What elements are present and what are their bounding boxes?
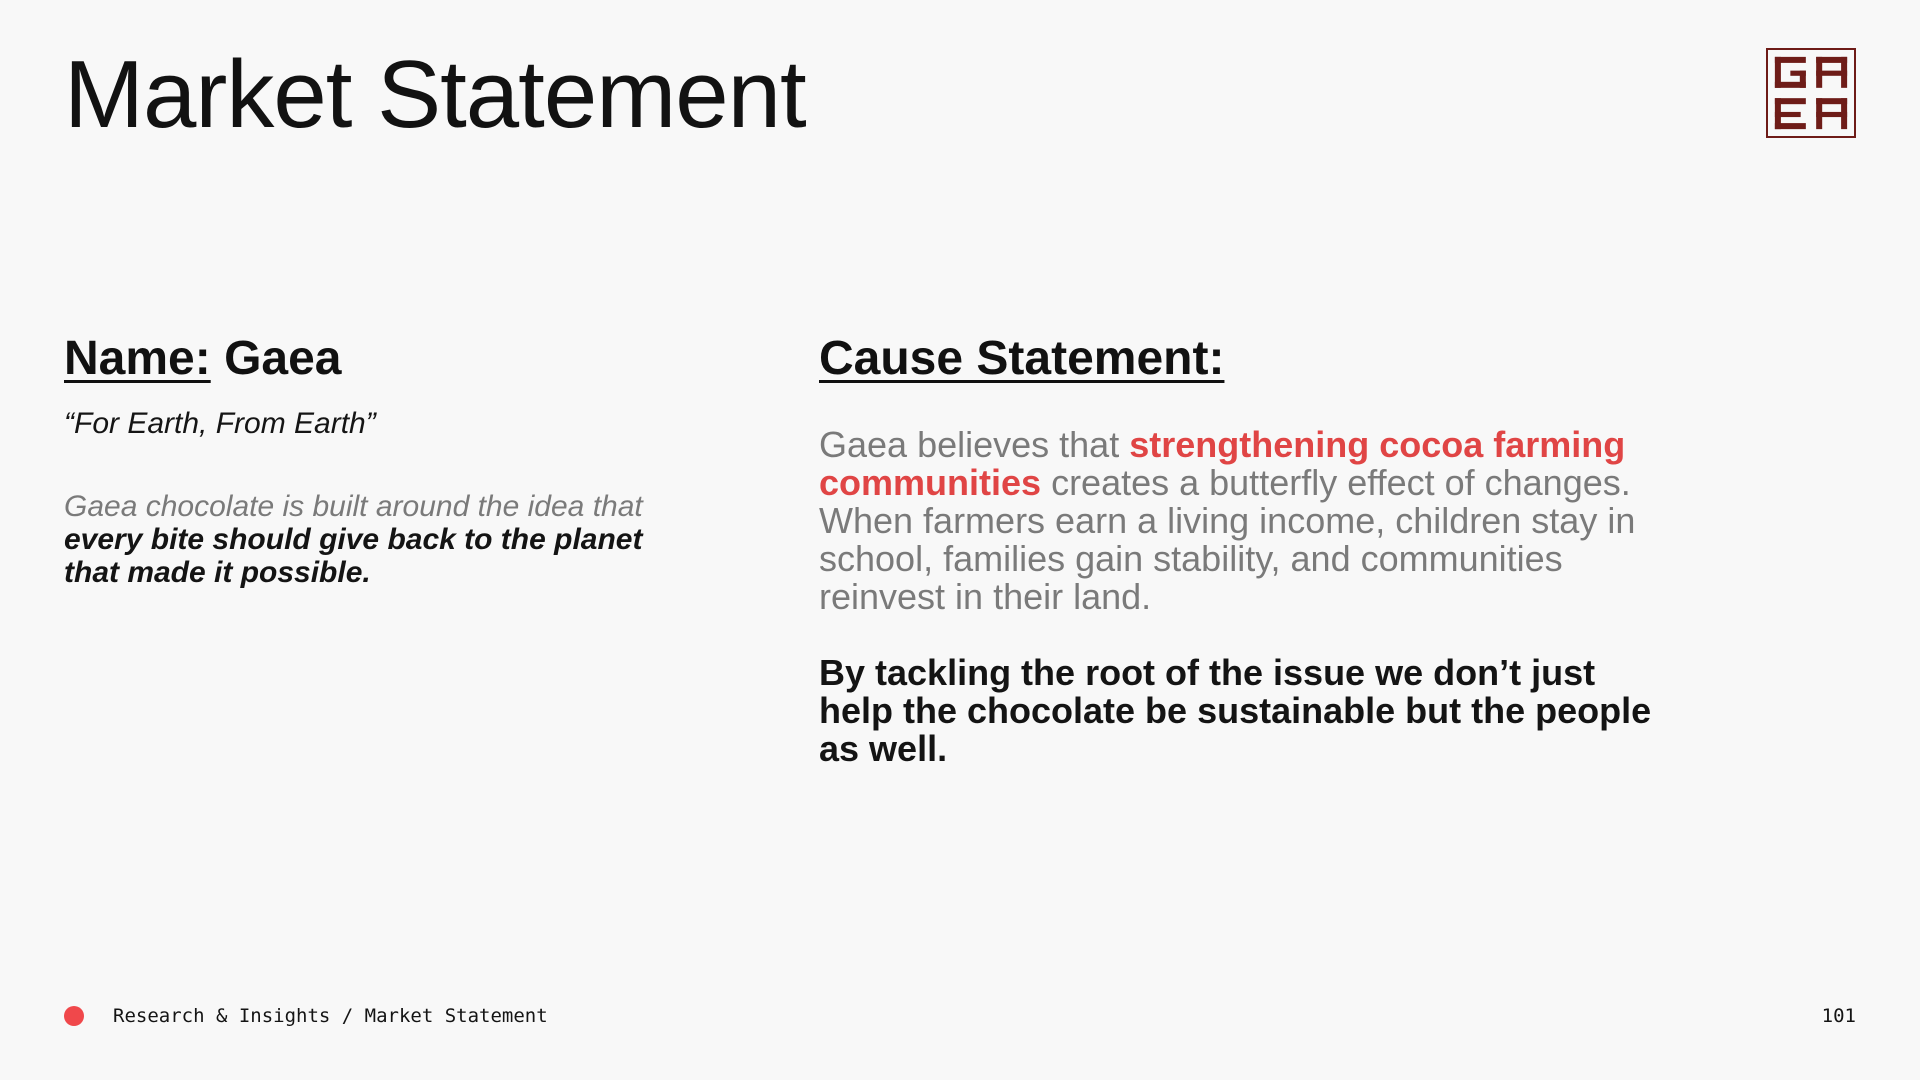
- brand-name: Gaea: [224, 332, 342, 385]
- page-number: 101: [1821, 1005, 1856, 1027]
- breadcrumb: Research & Insights / Market Statement: [113, 1005, 548, 1027]
- status-dot: [64, 1006, 84, 1026]
- cause-conclusion: By tackling the root of the issue we don’t just help the chocolate be sustainable but the people as well.: [819, 651, 1652, 769]
- gaea-logo: [1766, 48, 1856, 138]
- cause-heading: Cause Statement:: [819, 332, 1225, 385]
- name-heading: [64, 330, 704, 388]
- brand-description-emphasis: every bite should give back to the planet that made it possible.: [64, 522, 643, 589]
- cause-body: [819, 423, 1679, 617]
- name-label: Name:: [64, 332, 211, 385]
- brand-description-lead: Gaea chocolate is built around the idea that: [64, 489, 643, 523]
- cause-body-rest: creates a butterfly effect of changes. When farmers earn a living income, children stay in school, families gain stability, and communities reinvest in their land.: [819, 461, 1636, 617]
- brand-description: [64, 490, 664, 589]
- tagline: “For Earth, From Earth”: [64, 406, 376, 440]
- page-title: Market Statement: [64, 41, 806, 148]
- cause-body-highlight: strengthening cocoa farming communities: [819, 423, 1626, 503]
- cause-body-lead: Gaea believes that: [819, 423, 1120, 465]
- cause-section: [819, 330, 1679, 768]
- name-section: [64, 330, 704, 589]
